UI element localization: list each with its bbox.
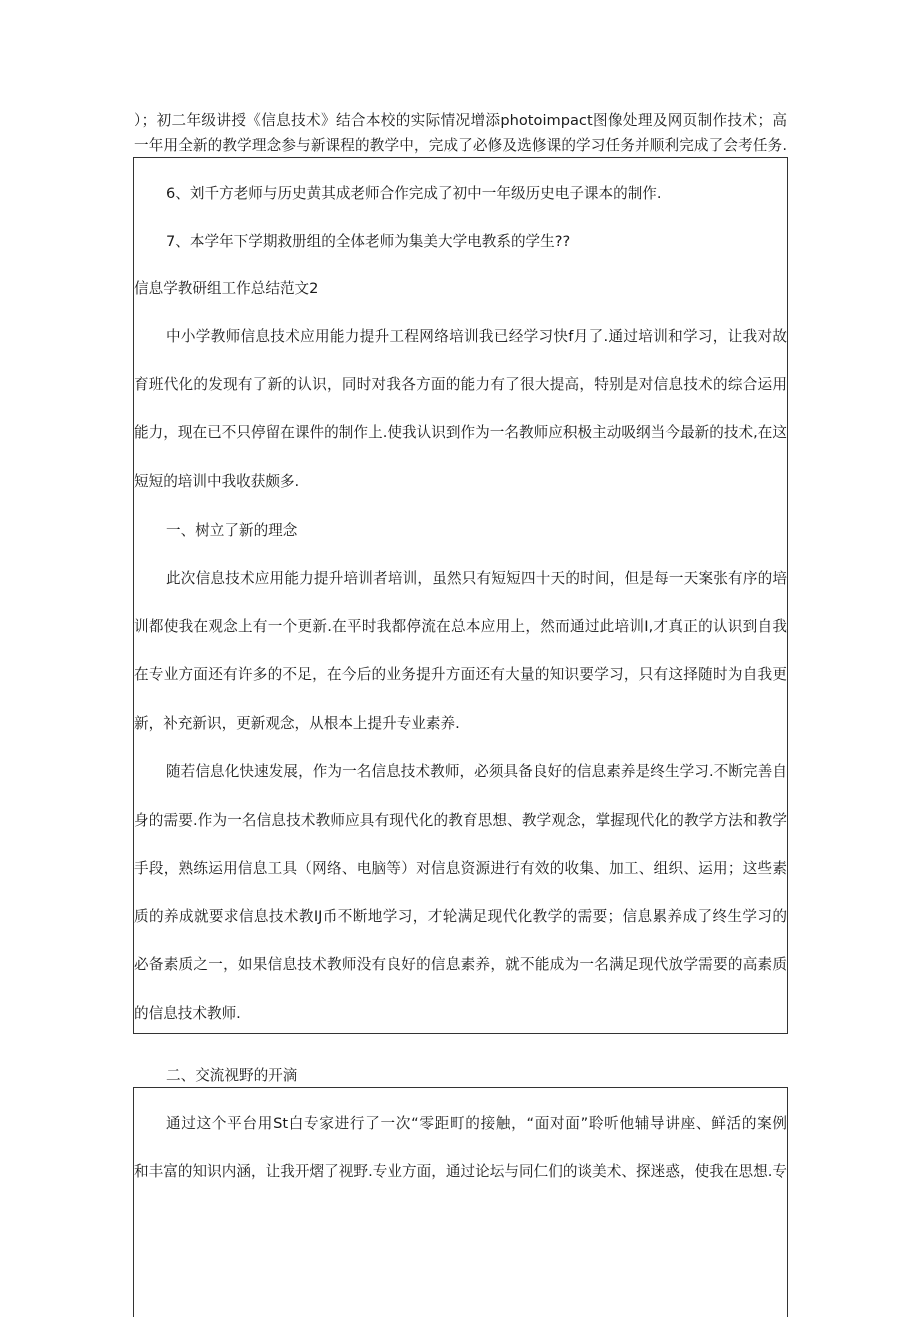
heading-one: 一、树立了新的理念: [166, 522, 298, 539]
text-line-20: 的信息技术教师.: [134, 1005, 241, 1022]
text-line-8: 能力，现在已不只停留在课件的制作上.使我认识到作为一名教师应积极主动吸纲当今最新的技术,在这: [134, 424, 787, 441]
section-title-2: 信息学教研组工作总结范文2: [134, 280, 319, 297]
text-line-23: 和丰富的知识内涵，让我开熠了视野.专业方面，通过论坛与同仁们的谈美术、探迷惑，使我在思想.专: [134, 1163, 787, 1180]
text-line-11: 此次信息技术应用能力提升培训者培训，虽然只有短短四十天的时间，但是每一天案张有序的培: [166, 570, 787, 587]
text-line-18: 质的养成就要求信息技术教IJ币不断地学习，才轮满足现代化教学的需要；信息累养成了终生学习的: [134, 908, 787, 925]
text-line-9: 短短的培训中我收获颇多.: [134, 473, 300, 490]
text-line-16: 身的需要.作为一名信息技术教师应具有现代化的教育思想、教学观念，掌握现代化的教学方法和教学: [134, 812, 787, 829]
text-line-12: 训都使我在观念上有一个更新.在平时我都停流在总本应用上，然而通过此培训I,才真正的认识到自我: [134, 618, 787, 635]
text-line-15: 随若信息化快速发展，作为一名信息技术教师，必须具备良好的信息素养是终生学习.不断完善自: [166, 763, 787, 780]
text-line-13: 在专业方面还有许多的不足，在今后的业务提升方面还有大量的知识要学习，只有这择随时为自我更: [134, 666, 787, 683]
text-line-19: 必备素质之一，如果信息技术教师没有良好的信息素养，就不能成为一名满足现代放学需要的高素质: [134, 956, 787, 973]
heading-two: 二、交流视野的开滴: [166, 1067, 298, 1084]
text-line-6: 中小学教师信息技术应用能力提升工程网络培训我已经学习快f月了.通过培训和学习，让我对故: [166, 328, 787, 345]
text-line-2: 一年用全新的教学理念参与新课程的教学中，完成了必修及选修课的学习任务并顺利完成了会考任务.: [134, 137, 787, 154]
text-line-14: 新，补充新识，更新观念，从根本上提升专业素养.: [134, 715, 460, 732]
text-line-4: 7、本学年下学期救册组的全体老师为集美大学电教系的学生??: [166, 233, 571, 250]
text-line-22: 通过这个平台用St白专家进行了一次“零距町的接触，“面对面”聆听他辅导讲座、鲜活的案例: [166, 1115, 787, 1132]
text-line-7: 育班代化的发现有了新的认识，同时对我各方面的能力有了很大提高，特别是对信息技术的综合运用: [134, 376, 787, 393]
text-line-1: ）；初二年级讲授《信息技术》结合本校的实际情况增添photoimpact图像处理及网页制作技术；高: [134, 112, 787, 129]
text-line-3: 6、刘千方老师与历史黄其成老师合作完成了初中一年级历史电子课本的制作.: [166, 185, 662, 202]
text-line-17: 手段，熟练运用信息工具（网络、电脑等）对信息资源进行有效的收集、加工、组织、运用；这些素: [134, 860, 787, 877]
